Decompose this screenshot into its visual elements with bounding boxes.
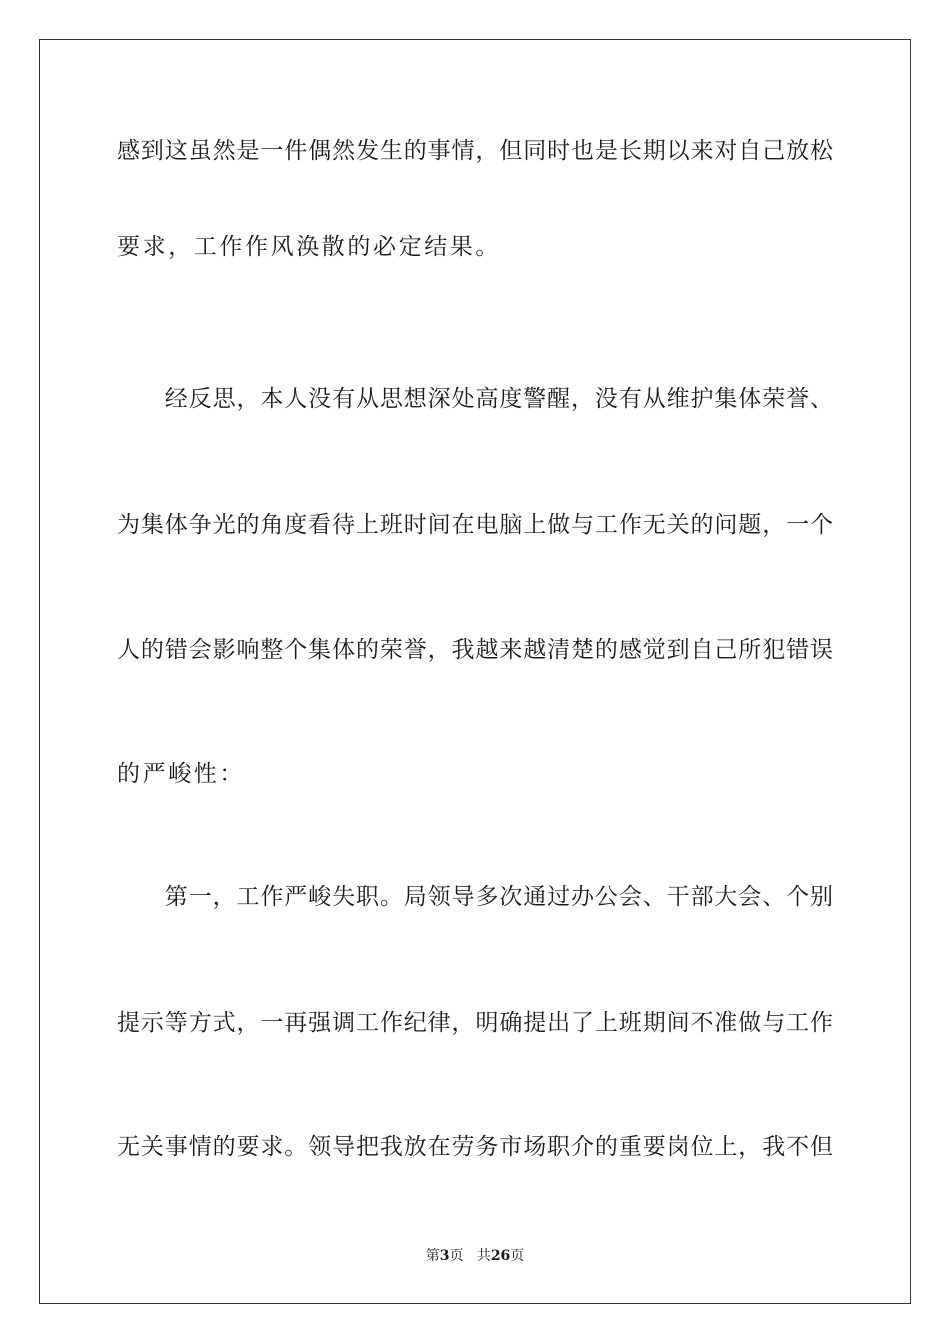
total-prefix: 共 xyxy=(476,1248,491,1264)
paragraph-line-9: 无关事情的要求。领导把我放在劳务市场职介的重要岗位上，我不但 xyxy=(117,1134,833,1160)
page-border xyxy=(39,39,911,1304)
total-pages: 26 xyxy=(490,1248,511,1264)
page-suffix: 页 xyxy=(449,1248,464,1264)
paragraph-line-7: 第一，工作严峻失职。局领导多次通过办公会、干部大会、个别 xyxy=(117,884,833,910)
paragraph-line-5: 人的错会影响整个集体的荣誉，我越来越清楚的感觉到自己所犯错误 xyxy=(117,637,833,663)
paragraph-line-6: 的严峻性： xyxy=(117,761,245,787)
paragraph-line-8: 提示等方式，一再强调工作纪律，明确提出了上班期间不准做与工作 xyxy=(117,1010,833,1036)
page-footer xyxy=(0,1246,950,1266)
paragraph-line-1: 感到这虽然是一件偶然发生的事情，但同时也是长期以来对自己放松 xyxy=(117,138,833,164)
page-number: 3 xyxy=(439,1248,450,1264)
paragraph-line-3: 经反思，本人没有从思想深处高度警醒，没有从维护集体荣誉、 xyxy=(117,386,833,412)
total-suffix: 页 xyxy=(510,1248,525,1264)
paragraph-line-4: 为集体争光的角度看待上班时间在电脑上做与工作无关的问题，一个 xyxy=(117,512,833,538)
page-prefix: 第 xyxy=(425,1248,440,1264)
paragraph-line-2: 要求，工作作风涣散的必定结果。 xyxy=(117,234,501,260)
